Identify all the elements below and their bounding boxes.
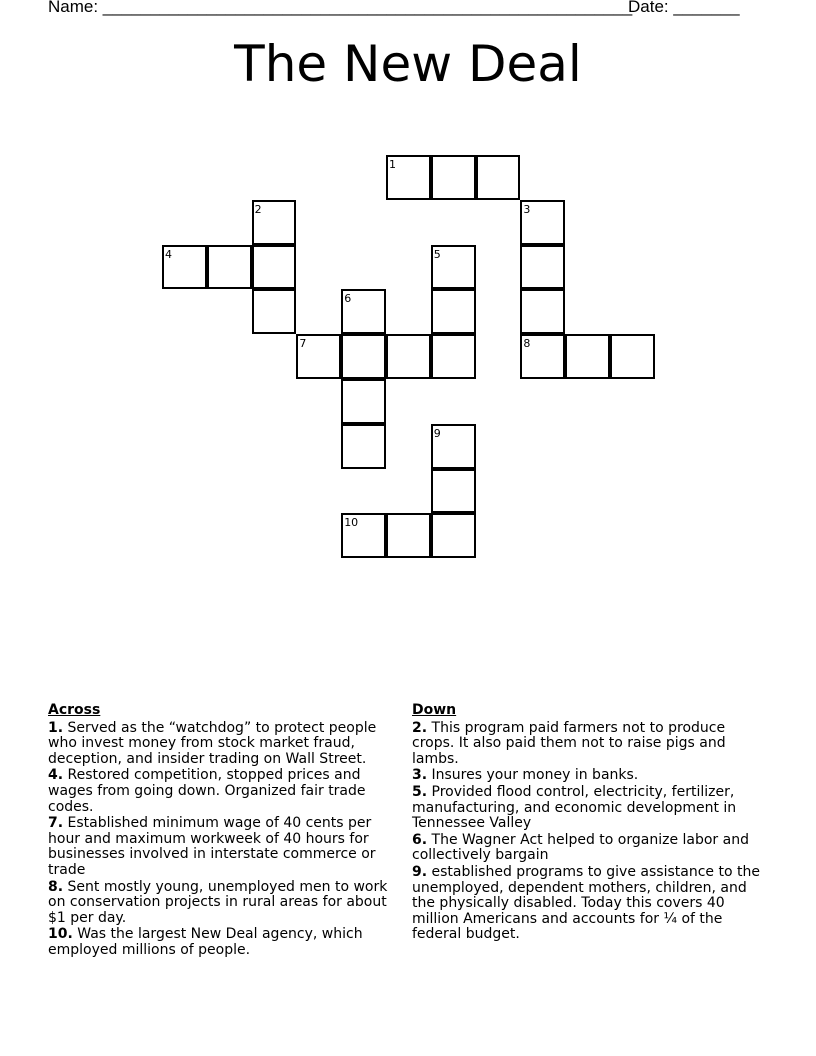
down-clues bbox=[412, 703, 764, 944]
across-clue bbox=[48, 721, 400, 768]
clue-number: 2. bbox=[412, 719, 428, 736]
grid-cell[interactable] bbox=[431, 513, 476, 558]
grid-cell[interactable] bbox=[431, 334, 476, 379]
cell-number: 7 bbox=[299, 337, 307, 351]
across-clue bbox=[48, 768, 400, 815]
down-clue bbox=[412, 785, 764, 832]
grid-cell[interactable] bbox=[341, 379, 386, 424]
across-clue bbox=[48, 927, 400, 958]
across-heading: Across bbox=[48, 702, 101, 718]
grid-cell[interactable] bbox=[431, 469, 476, 514]
across-clues bbox=[48, 703, 400, 960]
across-clue-list bbox=[48, 721, 400, 959]
grid-cell[interactable] bbox=[341, 424, 386, 469]
clue-text: Was the largest New Deal agency, which employed millions of people. bbox=[48, 926, 363, 958]
name-line: Name: ________________________________________________________ bbox=[48, 0, 633, 16]
across-clue bbox=[48, 880, 400, 927]
grid-cell[interactable] bbox=[252, 289, 297, 334]
clue-number: 5. bbox=[412, 783, 428, 800]
clue-text: established programs to give assistance to the unemployed, dependent mothers, children, and the physically disabled. Today this covers 40 million Americans and accounts for ¼ of the federal budget. bbox=[412, 863, 760, 943]
cell-number: 8 bbox=[523, 337, 531, 351]
clue-number: 6. bbox=[412, 831, 428, 848]
grid-cell[interactable] bbox=[520, 334, 565, 379]
across-clue bbox=[48, 816, 400, 878]
clue-text: Provided flood control, electricity, fertilizer, manufacturing, and economic development in Tennessee Valley bbox=[412, 783, 737, 832]
cell-number: 10 bbox=[344, 516, 359, 530]
clue-text: Served as the “watchdog” to protect people who invest money from stock market fraud, deception, and insider trading on Wall Street. bbox=[48, 719, 377, 767]
grid-cell[interactable] bbox=[207, 245, 252, 290]
clue-text: Restored competition, stopped prices and wages from going down. Organized fair trade codes. bbox=[48, 767, 366, 815]
clue-text: This program paid farmers not to produce crops. It also paid them not to raise pigs and lambs. bbox=[412, 719, 726, 767]
cell-number: 4 bbox=[165, 247, 172, 261]
grid-cell[interactable] bbox=[431, 245, 476, 290]
down-clue bbox=[412, 721, 764, 768]
cell-number: 2 bbox=[254, 202, 262, 216]
down-clue bbox=[412, 865, 764, 943]
clue-text: Insures your money in banks. bbox=[431, 767, 639, 784]
grid-cell[interactable] bbox=[296, 334, 341, 379]
grid-cell[interactable] bbox=[431, 424, 476, 469]
grid-cell[interactable] bbox=[431, 289, 476, 334]
grid-cell[interactable] bbox=[386, 155, 431, 200]
grid-cell[interactable] bbox=[520, 200, 565, 245]
date-line: Date: _______ bbox=[628, 0, 740, 16]
cell-number: 1 bbox=[389, 158, 396, 171]
grid-cell[interactable] bbox=[386, 334, 431, 379]
clue-text: Sent mostly young, unemployed men to work on conservation projects in rural areas for about $1 per day. bbox=[48, 878, 388, 926]
grid-cell[interactable] bbox=[476, 155, 521, 200]
grid-cell[interactable] bbox=[341, 334, 386, 379]
grid-cell[interactable] bbox=[610, 334, 655, 379]
grid-cell[interactable] bbox=[520, 245, 565, 290]
down-clue-list bbox=[412, 721, 764, 943]
clue-number: 9. bbox=[412, 863, 428, 880]
cell-number: 9 bbox=[433, 426, 441, 440]
clue-number: 10. bbox=[48, 926, 73, 943]
clue-text: The Wagner Act helped to organize labor and collectively bargain bbox=[412, 831, 749, 864]
clue-number: 1. bbox=[48, 719, 64, 736]
clue-number: 8. bbox=[48, 878, 64, 895]
grid-cell[interactable] bbox=[565, 334, 610, 379]
clue-number: 3. bbox=[412, 767, 428, 784]
down-clue bbox=[412, 833, 764, 864]
grid-cell[interactable] bbox=[252, 200, 297, 245]
clue-number: 7. bbox=[48, 815, 64, 832]
grid-cell[interactable] bbox=[520, 289, 565, 334]
grid-cell[interactable] bbox=[431, 155, 476, 200]
grid-cell[interactable] bbox=[341, 289, 386, 334]
clue-number: 4. bbox=[48, 767, 64, 784]
grid-cell[interactable] bbox=[252, 245, 297, 290]
cell-number: 6 bbox=[344, 292, 352, 306]
clue-text: Established minimum wage of 40 cents per hour and maximum workweek of 40 hours for businesses involved in interstate commerce or trade bbox=[48, 815, 376, 878]
grid-cell[interactable] bbox=[386, 513, 431, 558]
grid-cell[interactable] bbox=[162, 245, 207, 290]
page-title: The New Deal bbox=[234, 35, 582, 93]
cell-number: 5 bbox=[433, 247, 441, 261]
cell-number: 3 bbox=[523, 202, 531, 216]
down-heading: Down bbox=[412, 702, 457, 718]
down-clue bbox=[412, 768, 764, 784]
grid-cell[interactable] bbox=[341, 513, 386, 558]
